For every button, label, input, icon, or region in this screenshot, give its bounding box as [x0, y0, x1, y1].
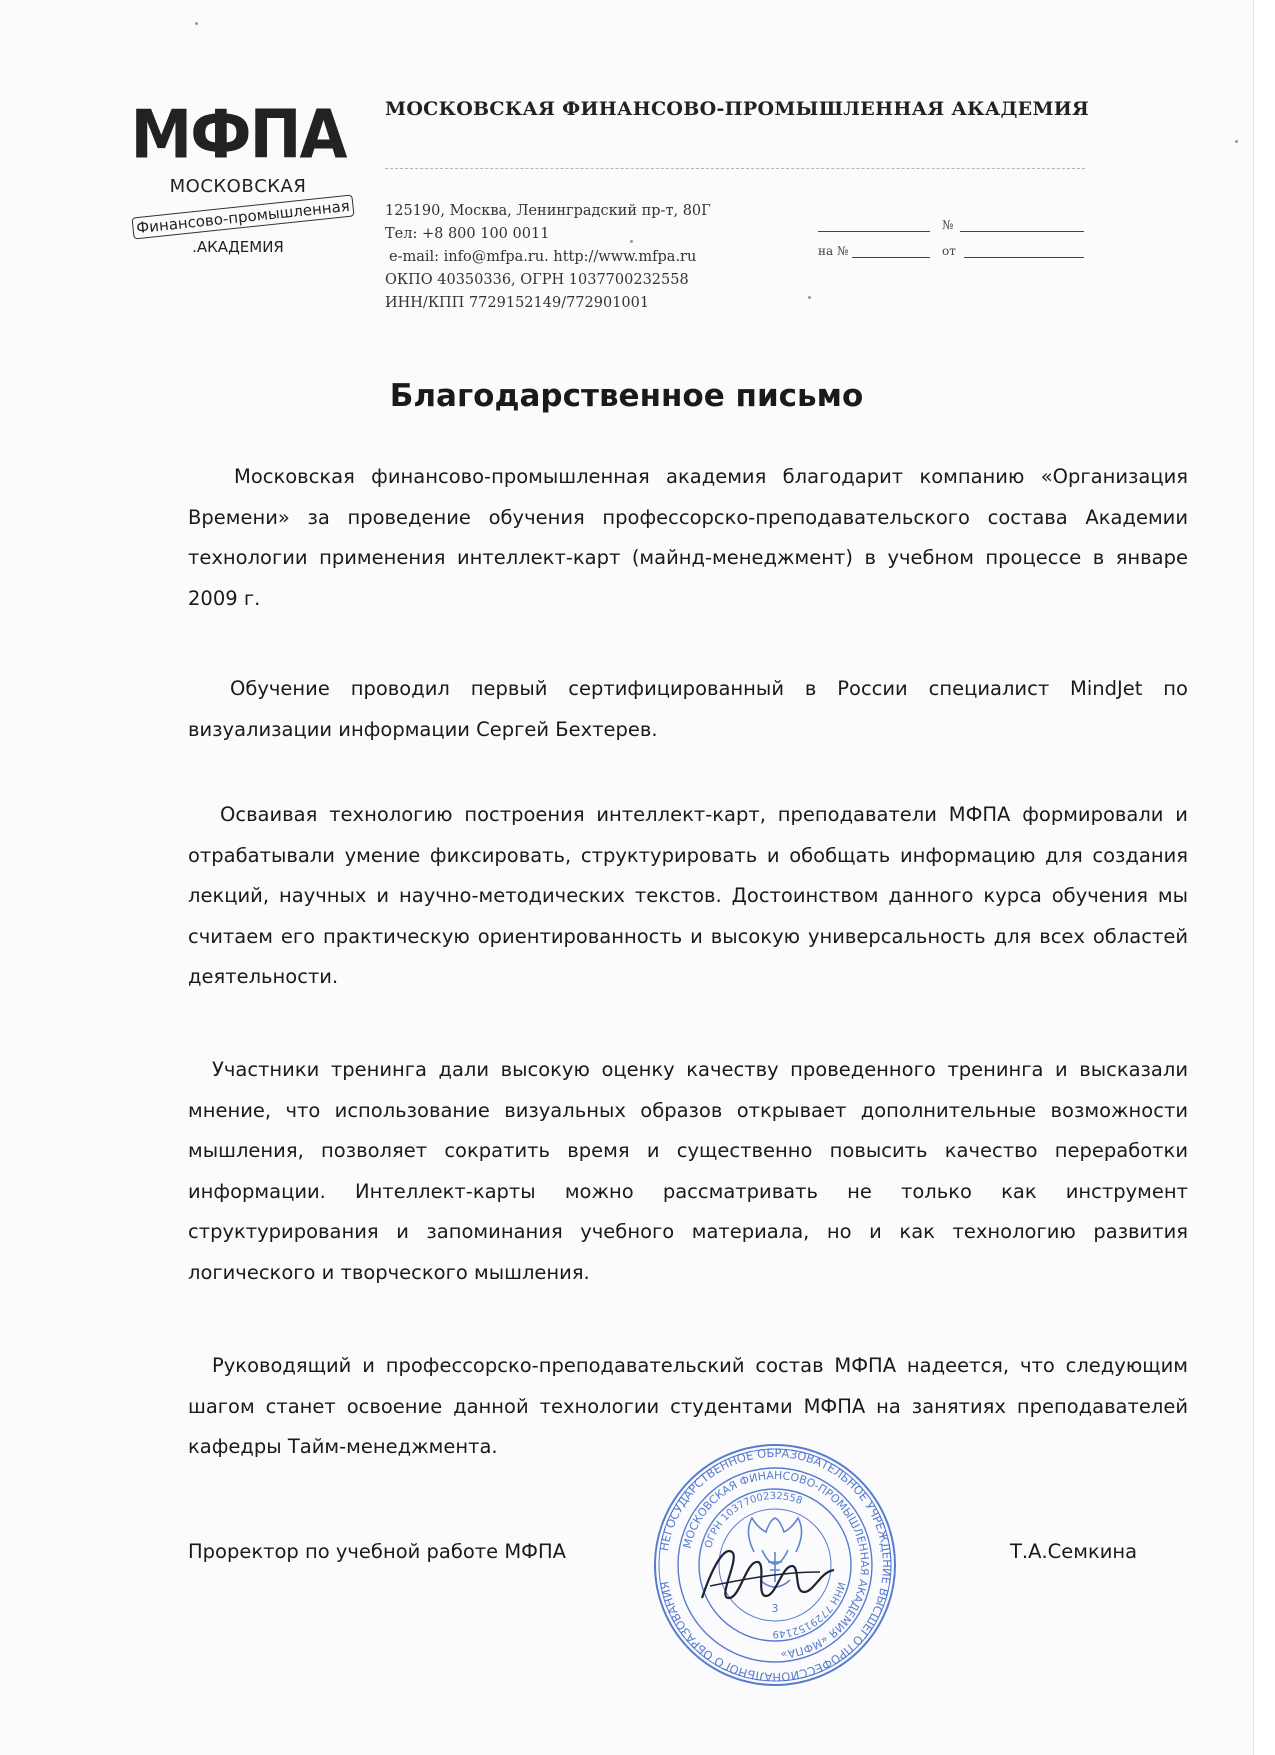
ref-to-label: на №	[818, 244, 849, 258]
paragraph: Участники тренинга дали высокую оценку качеству проведенного тренинга и высказали мнение, что использование визуальных образов открывает дополнительные возможности мышления, позволяет сократить время и существенно повысить качество переработки информации. Интеллект-карты можно рассматривать не только как инструмент структурирования и запоминания учебного материала, но и как технологию развития логического и творческого мышления.	[188, 1058, 1188, 1284]
ref-number-blank	[960, 218, 1084, 232]
ref-to-blank	[852, 244, 930, 258]
official-stamp	[650, 1440, 900, 1690]
email-web-line: e-mail: info@mfpa.ru. http://www.mfpa.ru	[389, 249, 697, 265]
letter-title: Благодарственное письмо	[389, 378, 864, 414]
stamp-inn-text: ИНН 7729152149	[772, 1580, 847, 1640]
inn-kpp-line: ИНН/КПП 7729152149/772901001	[385, 295, 650, 311]
phone-line: Тел: +8 800 100 0011	[385, 226, 550, 242]
reference-fields	[818, 218, 1088, 270]
ref-number-label: №	[942, 218, 954, 232]
scan-speck	[1235, 140, 1238, 143]
scan-margin	[1254, 0, 1275, 1755]
logo-line-moscow: МОСКОВСКАЯ	[169, 176, 307, 197]
paragraph: Обучение проводил первый сертифицированный в России специалист MindJet по визуализации информации Сергей Бехтерев.	[188, 677, 1188, 741]
stamp-center-number: 3	[771, 1602, 779, 1615]
paragraph: Осваивая технологию построения интеллект-карт, преподаватели МФПА формировали и отрабатывали умение фиксировать, структурировать и обобщать информацию для создания лекций, научных и научно-методических текстов. Достоинством данного курса обучения мы считаем его практическую ориентированность и высокую универсальность для всех областей деятельности.	[188, 803, 1188, 988]
ref-from-blank	[964, 244, 1084, 258]
paragraph: Московская финансово-промышленная академия благодарит компанию «Организация Времени» за проведение обучения профессорско-преподавательского состава Академии технологии применения интеллект-карт (майнд-менеджмент) в учебном процессе в январе 2009 г.	[188, 465, 1188, 610]
paragraph: Руководящий и профессорско-преподавательский состав МФПА надеется, что следующим шагом станет освоение данной технологии студентами МФПА на занятиях преподавателей кафедры Тайм-менеджмента.	[188, 1354, 1188, 1458]
scan-speck	[630, 240, 633, 243]
stamp-outer-text: НЕГОСУДАРСТВЕННОЕ ОБРАЗОВАТЕЛЬНОЕ УЧРЕЖДЕНИЕ ВЫСШЕГО ПРОФЕССИОНАЛЬНОГО ОБРАЗОВАНИЯ	[656, 1445, 895, 1685]
ref-date-blank	[818, 218, 930, 232]
organization-name: МОСКОВСКАЯ ФИНАНСОВО-ПРОМЫШЛЕННАЯ АКАДЕМИЯ	[385, 98, 1090, 120]
contact-block	[385, 200, 785, 315]
logo-line-academy: .АКАДЕМИЯ	[192, 238, 284, 256]
letterhead-divider	[385, 168, 1085, 169]
ref-from-label: от	[942, 244, 956, 258]
ref-reply-row	[818, 244, 1088, 270]
ref-number-row	[818, 218, 1088, 244]
mfpa-logo	[122, 95, 354, 270]
handwritten-signature-icon	[702, 1551, 834, 1598]
okpo-ogrn-line: ОКПО 40350336, ОГРН 1037700232558	[385, 272, 689, 288]
address-line: 125190, Москва, Ленинградский пр-т, 80Г	[385, 203, 711, 219]
eagle-emblem-icon	[748, 1518, 801, 1587]
scan-speck	[195, 22, 198, 25]
scan-speck	[808, 296, 811, 299]
stamp-graphic	[650, 1440, 900, 1690]
signer-name: Т.А.Семкина	[1010, 1540, 1138, 1563]
stamp-inner-text: МОСКОВСКАЯ ФИНАНСОВО-ПРОМЫШЛЕННАЯ АКАДЕМИЯ «МФПА»	[680, 1468, 872, 1661]
logo-line-financial: Финансово-промышленная	[131, 194, 354, 239]
signer-role: Проректор по учебной работе МФПА	[188, 1540, 566, 1563]
stamp-ogrn-text: ОГРН 1037700232558	[703, 1490, 804, 1550]
logo-abbreviation: МФПА	[130, 95, 346, 174]
